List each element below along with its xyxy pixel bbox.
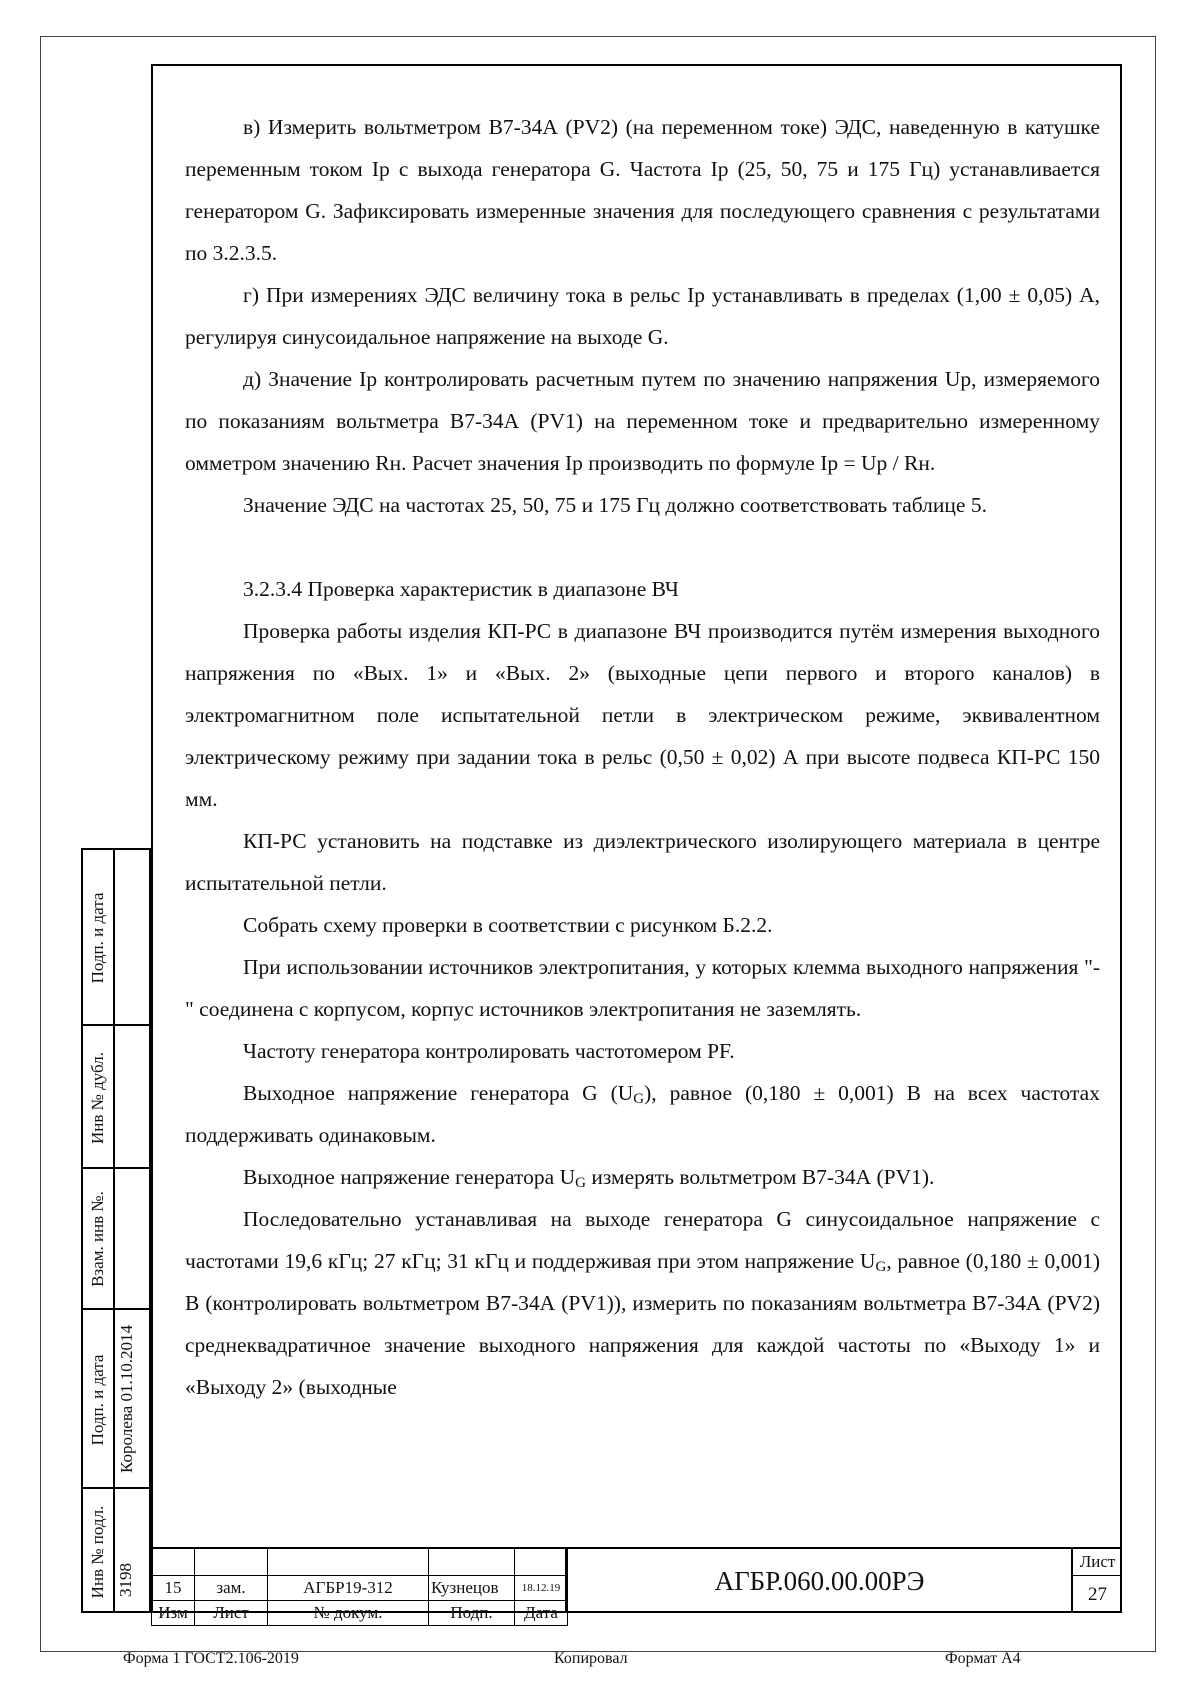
paragraph-v: в) Измерить вольтметром В7-34А (PV2) (на переменном токе) ЭДС, наведенную в катушке переменным током Iр с выхода генератора G. Частота Iр (25, 50, 75 и 175 Гц) устанавливается генератором G. Зафиксировать измеренные значения для последующего сравнения с результатами по 3.2.3.5. [185,115,1100,265]
change-doc-number: АГБР19-312 [268,1576,429,1601]
paragraph-ug-equal: Выходное напряжение генератора G $(U_G)$, равное (0,180 ± 0,001) В на всех частотах поддерживать одинаковым. [185,1081,1100,1147]
paragraph-d: д) Значение Iр контролировать расчетным путем по значению напряжения Uр, измеряемого по показаниям вольтметра В7-34А (PV1) на переменном токе и предварительно измеренному омметром значению Rн. Расчет значения Iр производить по формуле Iр = Uр / Rн. [185,367,1100,475]
paragraph-scheme: Собрать схему проверки в соответствии с рисунком Б.2.2. [243,913,773,937]
stamp-vzam-inv: Взам. инв №. [81,1167,151,1310]
footer-form: Форма 1 ГОСТ2.106-2019 [123,1650,299,1667]
change-sheet: зам. [195,1576,268,1601]
sheet-label: Лист [1073,1549,1122,1576]
header-list: Лист [195,1601,268,1626]
stamp-podp-data: Подп. и дата Королева 01.10.2014 [81,1308,151,1489]
paragraph-stand: КП-РС установить на подставке из диэлектрического изолирующего материала в центре испытательной петли. [185,829,1100,895]
document-body [185,106,1100,1408]
header-podp: Подп. [429,1601,515,1626]
stamp-inv-dubl: Инв № дубл. [81,1024,151,1169]
sheet-number: 27 [1088,1584,1107,1605]
header-date: Дата [515,1601,568,1626]
header-doc: № докум. [268,1601,429,1626]
change-signature: Кузнецов [429,1576,515,1601]
paragraph-freq: Частоту генератора контролировать частотомером PF. [243,1039,735,1063]
footer-copied: Копировал [554,1650,628,1667]
section-heading: 3.2.3.4 Проверка характеристик в диапазоне ВЧ [243,577,679,601]
document-code: АГБР.060.00.00РЭ [565,1547,1072,1613]
sheet-number-box [1071,1547,1122,1613]
stamp-podp-data-top: Подп. и дата [81,848,151,1026]
stamp-inv-podl: Инв № подл. 3198 [81,1487,151,1613]
footer-format: Формат А4 [945,1650,1021,1667]
header-izm: Изм [152,1601,195,1626]
paragraph-g: г) При измерениях ЭДС величину тока в рельс Iр устанавливать в пределах (1,00 ± 0,05) А, регулируя синусоидальное напряжение на выходе G. [185,283,1100,349]
paragraph-ug-measure: Выходное напряжение генератора $U_G$ измерять вольтметром В7-34А (PV1). [243,1165,935,1191]
paragraph-power: При использовании источников электропитания, у которых клемма выходного напряжения "-" соединена с корпусом, корпус источников электропитания не заземлять. [185,955,1100,1021]
paragraph-emf-table: Значение ЭДС на частотах 25, 50, 75 и 175 Гц должно соответствовать таблице 5. [243,493,987,517]
change-number: 15 [152,1576,195,1601]
change-date: 18.12.19 [515,1576,568,1601]
title-block-table [151,1547,568,1626]
paragraph-hf-check: Проверка работы изделия КП-РС в диапазоне ВЧ производится путём измерения выходного напряжения по «Вых. 1» и «Вых. 2» (выходные цепи первого и второго каналов) в электромагнитном поле испытательной петли в электрическом режиме, эквивалентном электрическому режиму при задании тока в рельс (0,50 ± 0,02) А при высоте подвеса КП-РС 150 мм. [185,619,1100,811]
paragraph-sequential: Последовательно устанавливая на выходе генератора G синусоидальное напряжение с частотами 19,6 кГц; 27 кГц; 31 кГц и поддерживая при этом напряжение $U_G$, равное (0,180 ± 0,001) В (контролировать вольтметром В7-34А (PV1)), измерить по показаниям вольтметра В7-34А (PV2) среднеквадратичное значение выходного напряжения для каждой частоты по «Выходу 1» и «Выходу 2» (выходные [185,1207,1101,1399]
